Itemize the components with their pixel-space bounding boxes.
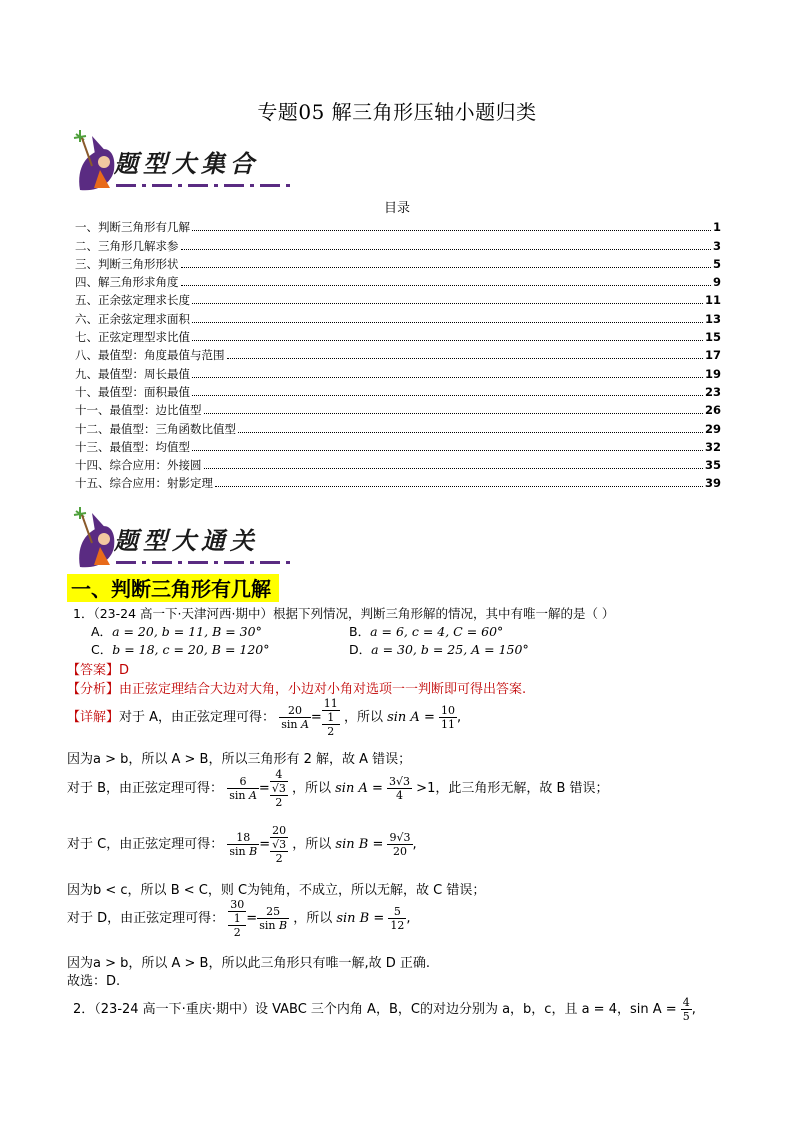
fraction: $\frac{20}{\text{sin A}}$ [281,704,309,731]
toc-leader-dots [192,395,703,396]
toc-entry-label: 十四、综合应用：外接圆 [75,458,202,473]
toc-entry-label: 二、三角形几解求参 [75,238,179,253]
option-label: C． [91,642,113,657]
toc-entry-page: 35 [704,458,721,473]
toc-entry[interactable] [75,472,721,490]
toc-entry[interactable] [75,399,721,417]
option-a [91,622,262,640]
banner-title: 题型大集合 [114,149,259,178]
banner-title: 题型大通关 [114,526,259,555]
toc-entry-page: 13 [704,311,721,326]
toc-entry-label: 六、正余弦定理求面积 [75,311,190,326]
toc-entry[interactable] [75,289,721,307]
toc-entry-page: 9 [712,275,721,290]
question-2-text: 2．（23-24 高一下·重庆·期中）设 VABC 三个内角 A，B，C的对边分别为 a，b，c，且 a = 4，sin A = [73,1002,677,1017]
toc-entry-label: 十三、最值型：均值型 [75,439,190,454]
toc-leader-dots [227,358,703,359]
toc-entry-page: 29 [704,421,721,436]
option-math: b = 18, c = 20, B = 120° [112,642,270,657]
fraction: 11 1 2 [323,697,338,738]
detail-text: 对于 B，由正弦定理可得： [67,781,224,796]
toc-entry[interactable] [75,253,721,271]
option-label: A． [91,624,113,639]
toc-entry[interactable] [75,362,721,380]
toc-entry-label: 十一、最值型：边比值型 [75,403,202,418]
toc-leader-dots [204,468,703,469]
toc-entry-page: 39 [704,476,721,491]
toc-entry-page: 3 [712,238,721,253]
toc-entry-page: 1 [712,220,721,235]
toc-entry-page: 23 [704,384,721,399]
detail-text: 对于 D，由正弦定理可得： [67,911,225,926]
option-math: a = 6, c = 4, C = 60° [370,624,504,639]
fraction: 20 √3 2 [272,824,287,865]
answer-line [67,659,129,678]
detail-text: >1，此三角形无解，故 B 错误； [412,781,609,796]
fraction: $\frac{9√3}{20}$ [389,831,411,858]
toc-leader-dots [181,267,711,268]
toc-entry[interactable] [75,326,721,344]
detail-line-a-conclusion: 因为a > b，所以 A > B，所以三角形有 2 解，故 A 错误； [67,752,412,767]
fraction: $\frac{6}{\text{sin A}}$ [229,775,257,802]
toc-leader-dots [181,249,711,250]
toc-entry-page: 32 [704,439,721,454]
fraction: 30 1 2 [230,898,245,939]
toc-leader-dots [192,377,703,378]
detail-tag: 【详解】 [67,710,120,725]
detail-text: 对于 A，由正弦定理可得： [119,710,276,725]
toc-entry[interactable] [75,344,721,362]
fraction: $\frac{25}{\text{sin B}}$ [259,905,288,932]
option-b [349,622,503,640]
toc-entry[interactable] [75,307,721,325]
toc-leader-dots [238,432,703,433]
toc-entry[interactable] [75,234,721,252]
detail-text: ，所以 [343,710,383,725]
question-stem: 1．（23-24 高一下·天津河西·期中）根据下列情况，判断三角形解的情况，其中有唯一解的是（ ） [73,606,615,621]
toc-entry-label: 三、判断三角形形状 [75,256,179,271]
toc-entry-label: 九、最值型：周长最值 [75,366,190,381]
toc-entry[interactable] [75,436,721,454]
toc-leader-dots [192,340,703,341]
answer-tag: 【答案】 [67,663,120,678]
toc-entry-label: 五、正余弦定理求长度 [75,293,190,308]
toc-entry[interactable] [75,417,721,435]
toc-leader-dots [192,303,703,304]
toc-heading: 目录 [383,201,410,216]
analysis-text: 由正弦定理结合大边对大角，小边对小角对选项一一判断即可得出答案. [119,682,527,697]
toc-entry-label: 十、最值型：面积最值 [75,384,190,399]
detail-text: ，所以 [293,911,333,926]
toc-entry-label: 十五、综合应用：射影定理 [75,476,213,491]
banner-underline [116,561,292,564]
document-title: 专题05 解三角形压轴小题归类 [257,100,537,124]
toc-entry-label: 四、解三角形求角度 [75,275,179,290]
toc-entry-label: 十二、最值型：三角函数比值型 [75,421,236,436]
option-math: a = 30, b = 25, A = 150° [371,642,529,657]
fraction: $\frac{5}{12}$ [390,905,405,932]
option-math: a = 20, b = 11, B = 30° [112,624,262,639]
detail-line-d: 对于 D，由正弦定理可得： 30 1 2 = $\frac{25}{\text{sin B}}$ ，所以 sin B = $\frac{5}{12}$ , [67,898,411,939]
analysis-line [67,678,526,697]
banner-section-toc [66,126,292,196]
toc-entry[interactable] [75,381,721,399]
detail-text: ，所以 [292,837,332,852]
banner-underline [116,184,292,187]
fraction: 4 √3 2 [271,768,286,809]
toc-leader-dots [192,230,711,231]
toc-entry[interactable] [75,271,721,289]
final-choice: 故选：D. [67,974,121,989]
detail-line-a: 【详解】对于 A，由正弦定理可得： $\frac{20}{\text{sin A}}$ = 11 1 2 ，所以 sin A = $\frac{10}{11}$ , [67,697,462,738]
toc-entry[interactable] [75,216,721,234]
toc-entry-page: 5 [712,256,721,271]
option-d [349,640,529,658]
detail-text: 对于 C，由正弦定理可得： [67,837,224,852]
option-c [91,640,270,658]
toc-entry-page: 15 [704,330,721,345]
fraction: $\frac{3√3}{4}$ [389,775,411,802]
fraction: $\frac{4}{5}$ [682,996,690,1023]
toc-entry-page: 11 [704,293,721,308]
table-of-contents [75,216,721,490]
toc-entry-page: 19 [704,366,721,381]
toc-entry-label: 八、最值型：角度最值与范围 [75,348,225,363]
toc-leader-dots [192,322,703,323]
toc-entry[interactable] [75,454,721,472]
toc-entry-label: 一、判断三角形有几解 [75,220,190,235]
toc-entry-page: 17 [704,348,721,363]
detail-line-d-conclusion: 因为a > b，所以 A > B，所以此三角形只有唯一解,故 D 正确. [67,956,431,971]
option-label: D． [349,642,372,657]
banner-section-practice [66,503,292,573]
toc-entry-label: 七、正弦定理型求比值 [75,330,190,345]
detail-line-c-conclusion: 因为b < c，所以 B < C，则 C为钝角，不成立，所以无解，故 C 错误； [67,883,486,898]
detail-line-b: 对于 B，由正弦定理可得： $\frac{6}{\text{sin A}}$ = 4 √3 2 ，所以 sin A = $\frac{3√3}{4}$ >1，此三角形无解，故 B 错误； [67,768,609,809]
toc-leader-dots [215,486,703,487]
toc-leader-dots [192,450,703,451]
option-label: B． [349,624,371,639]
answer-value: D [119,663,130,678]
detail-line-c: 对于 C，由正弦定理可得： $\frac{18}{\text{sin B}}$ = 20 √3 2 ，所以 sin B = $\frac{9√3}{20}$ , [67,824,417,865]
question-stem: 2．（23-24 高一下·重庆·期中）设 VABC 三个内角 A，B，C的对边分别为 a，b，c，且 a = 4，sin A = $\frac{4}{5}$ , [73,996,696,1023]
toc-leader-dots [181,285,711,286]
analysis-tag: 【分析】 [67,682,120,697]
fraction: $\frac{18}{\text{sin B}}$ [229,831,258,858]
toc-entry-page: 26 [704,403,721,418]
fraction: $\frac{10}{11}$ [441,704,455,731]
toc-leader-dots [204,413,703,414]
detail-text: ，所以 [291,781,331,796]
section-heading: 一、判断三角形有几解 [67,574,279,602]
